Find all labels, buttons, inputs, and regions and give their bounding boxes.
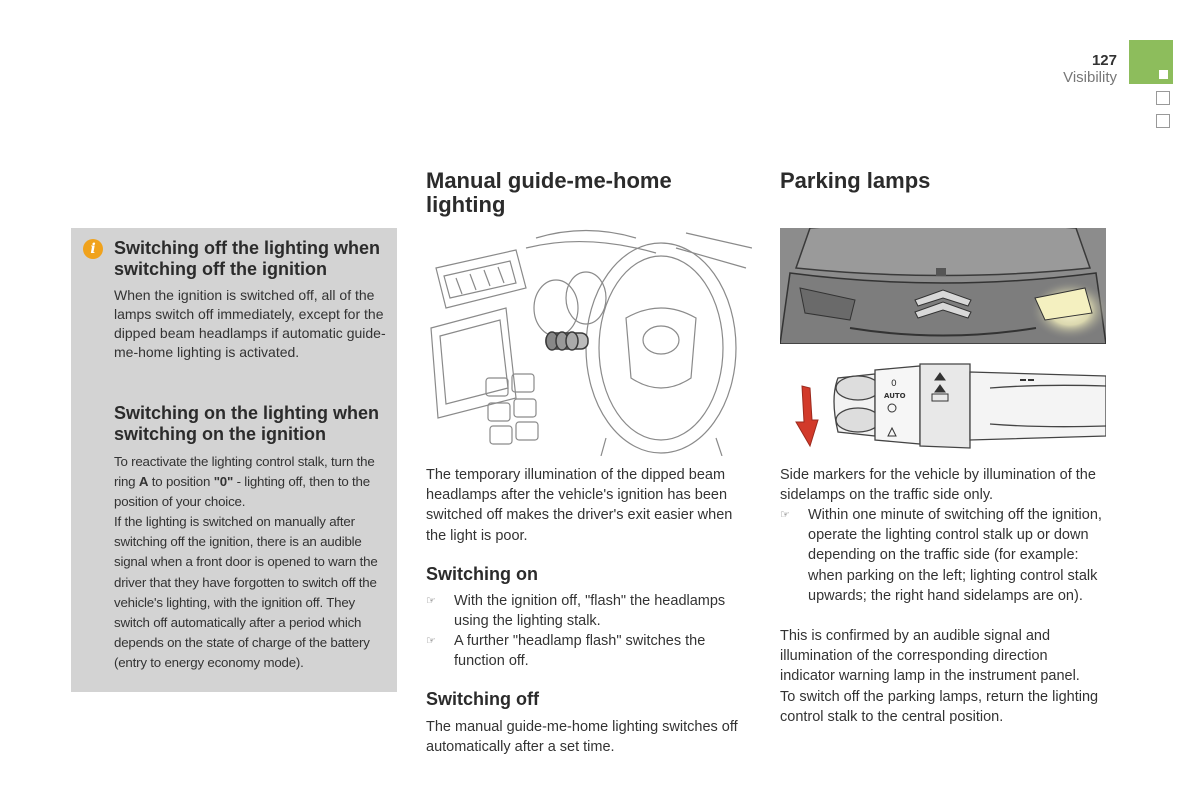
info-text-warning: If the lighting is switched on manually after switching off the ignition, there is an audible signal when a front door is opened to warn the driver that they have forgotten to switch off the vehicle's lighting, with the ignition off. They switch off automatically after a period which depends on the state of charge of the battery (entry to energy economy mode). — [114, 514, 378, 671]
parking-lamps-confirm: This is confirmed by an audible signal and illumination of the corresponding direction indicator warning lamp in the instrument panel. — [780, 628, 1080, 685]
pointing-hand-icon: ☞ — [780, 509, 790, 521]
info-heading-ignition-off: Switching off the lighting when switching off the ignition — [114, 238, 380, 279]
pointing-hand-icon: ☞ — [426, 635, 436, 647]
section-tab-active — [1129, 40, 1173, 84]
parking-lamps-switch-off: To switch off the parking lamps, return the lighting control stalk to the central position. — [780, 689, 1099, 726]
info-heading-ignition-on: Switching on the lighting when switching on the ignition — [114, 403, 379, 444]
bullet-parking-lamps — [780, 505, 1106, 606]
bullet-switching-on-1 — [426, 591, 752, 631]
pointing-hand-icon: ☞ — [426, 595, 436, 607]
heading-switching-off: Switching off — [426, 689, 539, 709]
page-header — [1063, 52, 1117, 86]
section-tab — [1156, 114, 1170, 128]
info-box — [71, 228, 397, 692]
bullet-text: With the ignition off, "flash" the headlamps using the lighting stalk. — [454, 593, 726, 630]
bullet-text: Within one minute of switching off the ignition, operate the lighting control stalk up or down depending on the traffic side (for example: when parking on the left; lighting control stalk upwards; the right hand sidelamps are on). — [808, 507, 1102, 604]
dashboard-illustration — [426, 228, 752, 456]
lighting-stalk-illustration — [780, 358, 1106, 456]
section-name: Visibility — [1063, 69, 1117, 86]
guide-me-home-intro: The temporary illumination of the dipped beam headlamps after the vehicle's ignition has been switched off makes the driver's exit easier when the light is poor. — [426, 467, 733, 544]
info-text-ignition-off: When the ignition is switched off, all of the lamps switch off immediately, except for the dipped beam headlamps if automatic guide-me-home lighting is activated. — [114, 287, 386, 360]
stalk-position-auto: AUTO — [884, 392, 906, 400]
title-parking-lamps: Parking lamps — [780, 168, 931, 193]
bullet-switching-on-2 — [426, 631, 752, 671]
info-text-reactivate-a: To reactivate the lighting control stalk, turn the ring A to position "0" - lighting off, then to the position of your choice. — [114, 454, 375, 510]
heading-switching-on: Switching on — [426, 564, 538, 584]
info-text-reactivate — [114, 452, 392, 513]
info-icon: i — [83, 239, 103, 259]
page-number: 127 — [1091, 52, 1117, 69]
section-tab — [1156, 91, 1170, 105]
bullet-text: A further "headlamp flash" switches the function off. — [454, 633, 706, 670]
stalk-position-zero: 0 — [891, 379, 897, 389]
title-guide-me-home: Manual guide-me-home lighting — [426, 168, 672, 217]
switching-off-text: The manual guide-me-home lighting switches off automatically after a set time. — [426, 719, 738, 756]
car-front-illustration — [780, 228, 1106, 344]
parking-lamps-intro: Side markers for the vehicle by illumination of the sidelamps on the traffic side only. — [780, 467, 1096, 504]
